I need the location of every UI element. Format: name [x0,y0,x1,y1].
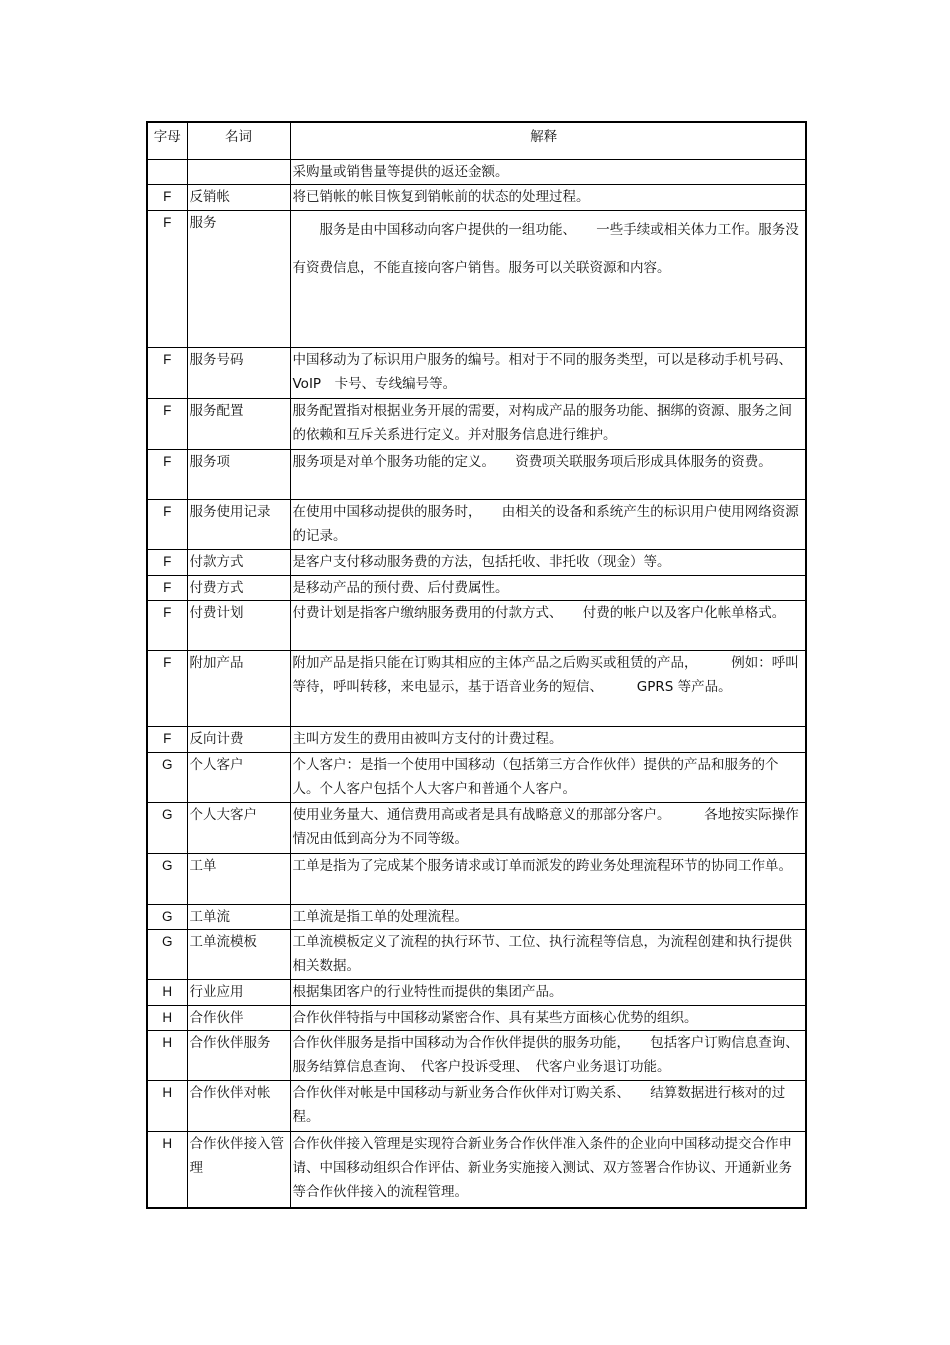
header-letter: 字母 [147,122,187,160]
row-term: 反向计费 [187,727,290,753]
table-row [147,185,806,211]
table-row [147,399,806,450]
row-letter: G [147,803,187,854]
row-definition: 合作伙伴特指与中国移动紧密合作、具有某些方面核心优势的组织。 [290,1006,806,1031]
table-row [147,980,806,1006]
row-term: 个人客户 [187,753,290,803]
table-row [147,1006,806,1031]
row-letter: H [147,1132,187,1208]
row-letter: H [147,1006,187,1031]
table-row [147,211,806,348]
table-row [147,1081,806,1132]
row-definition: 合作伙伴接入管理是实现符合新业务合作伙伴准入条件的企业向中国移动提交合作申请、中国移动组织合作评估、新业务实施接入测试、双方签署合作协议、开通新业务等合作伙伴接入的流程管理。 [290,1132,806,1208]
row-definition: 服务是由中国移动向客户提供的一组功能、 一些手续或相关体力工作。服务没有资费信息，不能直接向客户销售。服务可以关联资源和内容。 [290,211,806,348]
row-letter: H [147,1031,187,1081]
table-row [147,905,806,930]
row-letter: F [147,211,187,348]
row-term: 工单 [187,854,290,905]
table-row [147,1132,806,1208]
row-letter: F [147,500,187,550]
row-definition: 是客户支付移动服务费的方法，包括托收、非托收（现金）等。 [290,550,806,576]
row-term: 工单流 [187,905,290,930]
row-letter: F [147,576,187,601]
row-definition: 使用业务量大、通信费用高或者是具有战略意义的那部分客户。 各地按实际操作情况由低到高分为不同等级。 [290,803,806,854]
row-term: 反销帐 [187,185,290,211]
table-row [147,576,806,601]
row-term: 合作伙伴对帐 [187,1081,290,1132]
row-term: 付费计划 [187,601,290,651]
row-letter: F [147,651,187,727]
row-letter: G [147,905,187,930]
row-definition: 合作伙伴对帐是中国移动与新业务合作伙伴对订购关系、 结算数据进行核对的过程。 [290,1081,806,1132]
table-row [147,1031,806,1081]
table-row-continuation [147,160,806,185]
row-letter: F [147,550,187,576]
row-letter: G [147,930,187,980]
row-letter: F [147,450,187,500]
row-letter: H [147,980,187,1006]
row-term: 行业应用 [187,980,290,1006]
row-letter: H [147,1081,187,1132]
row-letter: G [147,854,187,905]
table-row [147,651,806,727]
table-row [147,500,806,550]
row-letter: F [147,727,187,753]
row-definition: 付费计划是指客户缴纳服务费用的付款方式、 付费的帐户以及客户化帐单格式。 [290,601,806,651]
row-definition: 工单流是指工单的处理流程。 [290,905,806,930]
row-term: 服务项 [187,450,290,500]
table-row [147,450,806,500]
table-row [147,727,806,753]
row-letter: G [147,753,187,803]
row-definition: 采购量或销售量等提供的返还金额。 [290,160,806,185]
row-letter: F [147,185,187,211]
row-definition: 个人客户：是指一个使用中国移动（包括第三方合作伙伴）提供的产品和服务的个人。个人客户包括个人大客户和普通个人客户。 [290,753,806,803]
row-term: 付费方式 [187,576,290,601]
row-definition: 是移动产品的预付费、后付费属性。 [290,576,806,601]
row-definition: 合作伙伴服务是指中国移动为合作伙伴提供的服务功能， 包括客户订购信息查询、服务结算信息查询、 代客户投诉受理、 代客户业务退订功能。 [290,1031,806,1081]
header-term: 名词 [187,122,290,160]
row-term [187,160,290,185]
table-row [147,550,806,576]
row-definition: 工单是指为了完成某个服务请求或订单而派发的跨业务处理流程环节的协同工作单。 [290,854,806,905]
row-term: 服务配置 [187,399,290,450]
row-term: 附加产品 [187,651,290,727]
row-letter [147,160,187,185]
row-definition: 中国移动为了标识用户服务的编号。相对于不同的服务类型，可以是移动手机号码、 VoIP 卡号、专线编号等。 [290,348,806,399]
row-definition: 将已销帐的帐目恢复到销帐前的状态的处理过程。 [290,185,806,211]
row-term: 付款方式 [187,550,290,576]
table-row [147,753,806,803]
table-row [147,930,806,980]
row-definition: 工单流模板定义了流程的执行环节、工位、执行流程等信息，为流程创建和执行提供相关数据。 [290,930,806,980]
row-term: 工单流模板 [187,930,290,980]
row-term: 合作伙伴 [187,1006,290,1031]
table-row [147,601,806,651]
header-definition: 解释 [290,122,806,160]
row-definition: 主叫方发生的费用由被叫方支付的计费过程。 [290,727,806,753]
row-definition: 服务配置指对根据业务开展的需要，对构成产品的服务功能、捆绑的资源、服务之间的依赖和互斥关系进行定义。并对服务信息进行维护。 [290,399,806,450]
glossary-table [146,121,807,1209]
row-term: 服务号码 [187,348,290,399]
row-term: 个人大客户 [187,803,290,854]
table-row [147,854,806,905]
row-letter: F [147,601,187,651]
row-definition: 在使用中国移动提供的服务时， 由相关的设备和系统产生的标识用户使用网络资源的记录。 [290,500,806,550]
row-letter: F [147,399,187,450]
row-definition: 根据集团客户的行业特性而提供的集团产品。 [290,980,806,1006]
row-term: 合作伙伴接入管理 [187,1132,290,1208]
row-definition: 附加产品是指只能在订购其相应的主体产品之后购买或租赁的产品， 例如：呼叫等待，呼叫转移，来电显示，基于语音业务的短信、 GPRS 等产品。 [290,651,806,727]
row-definition: 服务项是对单个服务功能的定义。 资费项关联服务项后形成具体服务的资费。 [290,450,806,500]
table-row [147,803,806,854]
table-row [147,348,806,399]
row-term: 服务使用记录 [187,500,290,550]
table-header-row [147,122,806,160]
row-letter: F [147,348,187,399]
row-term: 服务 [187,211,290,348]
row-term: 合作伙伴服务 [187,1031,290,1081]
